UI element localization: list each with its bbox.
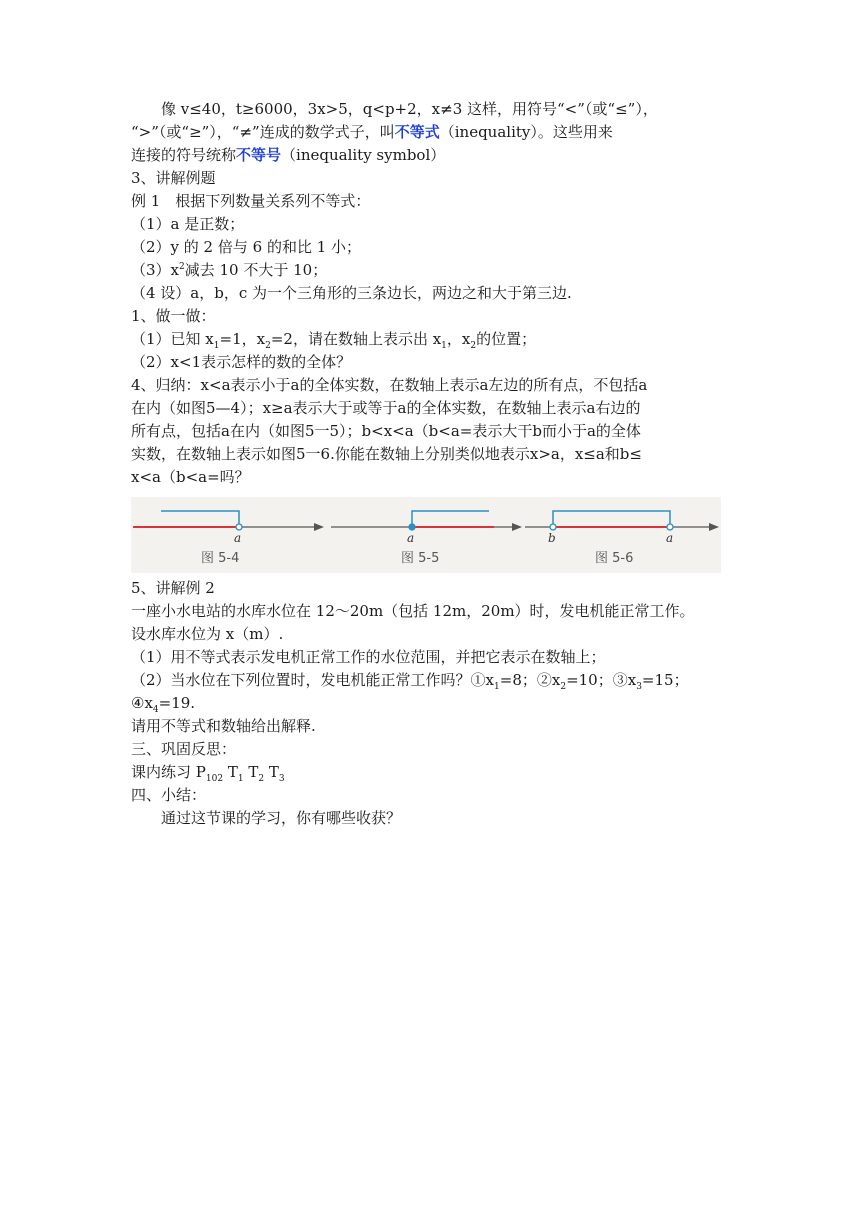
intro-line-1: 像 v≤40，t≥6000，3x>5，q<p+2，x≠3 这样，用符号“<”（或“≤”）， bbox=[161, 100, 658, 118]
term-inequality: 不等式 bbox=[394, 123, 440, 141]
text: ，x bbox=[446, 330, 471, 348]
text: （2）当水位在下列位置时，发电机能正常工作吗？①x bbox=[131, 671, 495, 689]
section-5-title: 5、讲解例 2 bbox=[131, 579, 215, 597]
example-1-item-1: （1）a 是正数； bbox=[131, 215, 245, 233]
example-1-item-3 bbox=[131, 259, 731, 282]
intro-text: “>”（或“≥”），“≠”连成的数学式子，叫 bbox=[131, 123, 395, 141]
example-2-line-2: 设水库水位为 x（m）. bbox=[131, 625, 284, 643]
summary-line-2: 在内（如图5—4）；x≥a表示大于或等于a的全体实数，在数轴上表示a右边的 bbox=[131, 399, 641, 417]
open-point-a bbox=[236, 524, 242, 530]
open-point-a bbox=[667, 524, 673, 530]
open-point-b bbox=[550, 524, 556, 530]
axis-arrow bbox=[314, 523, 324, 531]
section-1-title: 1、做一做： bbox=[131, 307, 216, 325]
text: =8；②x bbox=[499, 671, 561, 689]
term-inequality-symbol: 不等号 bbox=[236, 146, 282, 164]
subscript: 1 bbox=[237, 774, 244, 784]
text: 减去 10 不大于 10； bbox=[184, 261, 328, 279]
subscript: 1 bbox=[213, 341, 220, 351]
subscript: 102 bbox=[205, 774, 224, 784]
intro-text: 连接的符号统称 bbox=[131, 146, 237, 164]
range-bracket bbox=[553, 511, 670, 526]
figure-5-5 bbox=[329, 497, 524, 573]
practice-line bbox=[131, 761, 731, 784]
example-2-instruction: 请用不等式和数轴给出解释. bbox=[131, 717, 316, 735]
text: =15； bbox=[641, 671, 689, 689]
text: 课内练习 P bbox=[131, 763, 206, 781]
example-1-item-4: （4 设）a，b，c 为一个三角形的三条边长，两边之和大于第三边. bbox=[131, 284, 572, 302]
text: =2，请在数轴上表示出 x bbox=[270, 330, 442, 348]
subscript: 2 bbox=[258, 774, 265, 784]
example-2-question-2 bbox=[131, 669, 731, 692]
figure-5-4 bbox=[131, 497, 326, 573]
subscript: 1 bbox=[441, 341, 447, 351]
superscript: 2 bbox=[179, 262, 185, 272]
number-line-figures bbox=[131, 497, 721, 573]
example-2-line-1: 一座小水电站的水库水位在 12～20m（包括 12m，20m）时，发电机能正常工作。 bbox=[131, 602, 695, 620]
summary-line-3: 所有点，包括a在内（如图5一5）；b<x<a（b<a=表示大干b而小于a的全体 bbox=[131, 422, 641, 440]
intro-line-2 bbox=[131, 121, 731, 144]
example-2-question-2-cont bbox=[131, 692, 731, 715]
text: ④x bbox=[131, 694, 153, 712]
text: =10；③x bbox=[566, 671, 637, 689]
do-question-2: （2）x<1表示怎样的数的全体？ bbox=[131, 353, 352, 371]
text: =1，x bbox=[219, 330, 266, 348]
figure-5-6 bbox=[523, 497, 721, 573]
label-b: b bbox=[548, 531, 556, 545]
section-3-title: 3、讲解例题 bbox=[131, 169, 216, 187]
label-a: a bbox=[666, 531, 674, 545]
range-bracket bbox=[161, 511, 239, 526]
section-four-title: 四、小结： bbox=[131, 786, 207, 804]
figure-5-6-caption: 图 5-6 bbox=[595, 551, 634, 566]
example-1-title: 例 1 根据下列数量关系列不等式： bbox=[131, 192, 371, 210]
text: T bbox=[264, 763, 279, 781]
subscript: 2 bbox=[560, 682, 567, 692]
text: T bbox=[223, 763, 238, 781]
section-three-title: 三、巩固反思： bbox=[131, 740, 237, 758]
text: （3）x bbox=[131, 261, 180, 279]
subscript: 2 bbox=[265, 341, 271, 351]
text: 的位置； bbox=[476, 330, 537, 348]
conclusion-line: 通过这节课的学习，你有哪些收获？ bbox=[161, 809, 402, 827]
subscript: 3 bbox=[278, 774, 285, 784]
example-1-item-2: （2）y 的 2 倍与 6 的和比 1 小； bbox=[131, 238, 362, 256]
intro-text: （inequality）。这些用来 bbox=[439, 123, 613, 141]
summary-line-4: 实数，在数轴上表示如图5一6.你能在数轴上分别类似地表示x>a，x≤a和b≤ bbox=[131, 445, 642, 463]
label-a: a bbox=[407, 531, 415, 545]
closed-point-a bbox=[409, 524, 415, 530]
axis-arrow bbox=[512, 523, 522, 531]
label-a: a bbox=[234, 531, 242, 545]
document-page bbox=[131, 98, 731, 830]
summary-line-1: 4、归纳：x<a表示小于a的全体实数，在数轴上表示a左边的所有点，不包括a bbox=[131, 376, 648, 394]
summary-line-5: x<a（b<a=吗？ bbox=[131, 468, 250, 486]
do-question-1 bbox=[131, 328, 731, 351]
text: （1）已知 x bbox=[131, 330, 214, 348]
intro-text: （inequality symbol） bbox=[281, 146, 446, 164]
text: T bbox=[243, 763, 259, 781]
axis-arrow bbox=[709, 523, 719, 531]
subscript: 1 bbox=[494, 682, 500, 692]
text: =19. bbox=[158, 694, 196, 712]
subscript: 2 bbox=[470, 341, 477, 351]
subscript: 4 bbox=[152, 705, 159, 715]
figure-5-5-caption: 图 5-5 bbox=[401, 551, 440, 566]
figure-5-4-caption: 图 5-4 bbox=[201, 551, 240, 566]
subscript: 3 bbox=[636, 682, 642, 692]
example-2-question-1: （1）用不等式表示发电机正常工作的水位范围，并把它表示在数轴上； bbox=[131, 648, 606, 666]
intro-line-3 bbox=[131, 144, 731, 167]
range-bracket bbox=[412, 511, 489, 526]
